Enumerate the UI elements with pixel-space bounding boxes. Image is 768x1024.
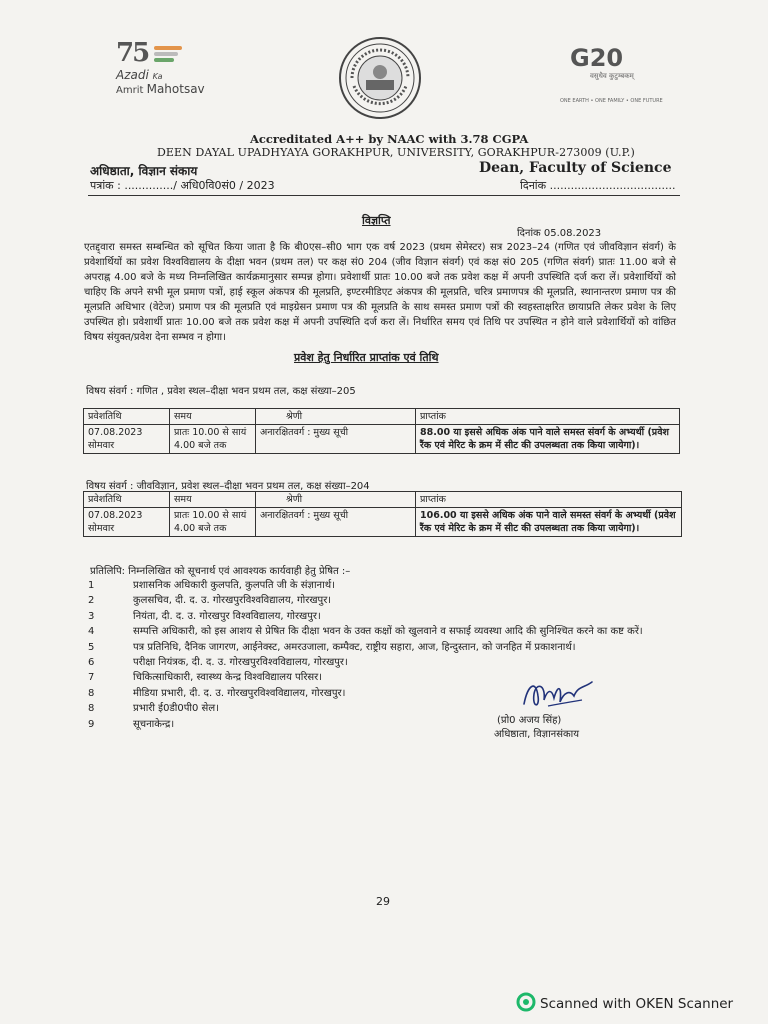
list-item: 7 चिकित्साधिकारी, स्वास्थ्य केन्द्र विश्वविद्यालय परिसर। — [88, 672, 323, 684]
reference-number: पत्रांक : ............../ अधि0वि0सं0 / 2023 — [90, 179, 275, 192]
section-heading-biology: विषय संवर्ग : जीवविज्ञान, प्रवेश स्थल–दीक्षा भवन प्रथम तल, कक्ष संख्या–204 — [86, 481, 370, 492]
copy-to-intro: प्रतिलिपि: निम्नलिखित को सूचनार्थ एवं आवश्यक कार्यवाही हेतु प्रेषित :– — [90, 566, 351, 577]
column-header: प्राप्तांक — [416, 409, 680, 425]
table-row — [84, 425, 680, 454]
column-header: श्रेणी — [256, 409, 416, 425]
notice-subheading: प्रवेश हेतु निर्धारित प्राप्तांक एवं तिथि — [294, 351, 439, 364]
notice-date: दिनांक 05.08.2023 — [517, 228, 602, 239]
list-item: 1 प्रशासनिक अधिकारी कुलपति, कुलपति जी के संज्ञानार्थ। — [88, 580, 335, 591]
list-item: 4 सम्पत्ति अधिकारी, को इस आशय से प्रेषित कि दीक्षा भवन के उक्त कक्षों को खुलवाने व सफाई व्यवस्था आदि की सुनिश्चित करने का कष्ट करें। — [88, 626, 643, 638]
list-item: 8 मीडिया प्रभारी, दी. द. उ. गोरखपुरविश्वविद्यालय, गोरखपुर। — [88, 687, 346, 699]
copy-to-list — [88, 578, 688, 732]
notice-title: विज्ञप्ति — [362, 214, 391, 227]
scanner-label: Scanned with OKEN Scanner — [540, 996, 734, 1012]
column-header: प्रवेशतिथि — [84, 409, 170, 425]
header-divider — [88, 195, 680, 196]
naac-accreditation: Accreditated A++ by NAAC with 3.78 CGPA — [250, 132, 529, 146]
logo-line1: Azadi Ka — [116, 68, 163, 82]
score-cell: 88.00 या इससे अधिक अंक पाने वाले समस्त संवर्ग के अभ्यर्थी (प्रवेश रैंक एवं मेरिट के क्रम में सीट की उपलब्धता तक किया जायेगा)। — [416, 425, 680, 454]
g20-tagline: ONE EARTH • ONE FAMILY • ONE FUTURE — [560, 98, 663, 104]
flag-stripes-icon — [154, 46, 184, 64]
column-header: प्रवेशतिथि — [84, 492, 170, 508]
list-item: 8 प्रभारी ई0डी0पी0 सेल। — [88, 703, 219, 715]
handwritten-signature — [518, 674, 598, 714]
page-number: 29 — [376, 895, 390, 908]
office-english: Dean, Faculty of Science — [479, 160, 672, 176]
admission-table-maths — [83, 408, 680, 454]
header-date: दिनांक .................................... — [520, 179, 676, 192]
column-header: प्राप्तांक — [416, 492, 682, 508]
admission-table-biology — [83, 491, 682, 537]
signatory-designation: अधिष्ठाता, विज्ञानसंकाय — [494, 729, 580, 740]
column-header: समय — [170, 409, 256, 425]
g20-logo — [560, 44, 663, 110]
azadi-ka-amrit-mahotsav-logo — [96, 38, 216, 98]
list-item: 6 परीक्षा नियंत्रक, दी. द. उ. गोरखपुरविश्वविद्यालय, गोरखपुर। — [88, 657, 348, 669]
list-item: 2 कुलसचिव, दी. द. उ. गोरखपुरविश्वविद्यालय, गोरखपुर। — [88, 595, 332, 607]
g20-hindi: वसुधैव कुटुम्बकम् — [590, 72, 634, 80]
table-row — [84, 508, 682, 537]
admission-date-cell: 07.08.2023 सोमवार — [84, 425, 170, 454]
category-cell: अनारक्षितवर्ग : मुख्य सूची — [256, 508, 416, 537]
section-heading-maths: विषय संवर्ग : गणित , प्रवेश स्थल–दीक्षा भवन प्रथम तल, कक्ष संख्या–205 — [86, 386, 356, 397]
logo-75-text: 75 — [116, 38, 149, 68]
signatory-name: (प्रो0 अजय सिंह) — [497, 715, 562, 726]
score-cell: 106.00 या इससे अधिक अंक पाने वाले समस्त संवर्ग के अभ्यर्थी (प्रवेश रैंक एवं मेरिट के क्रम में सीट की उपलब्धता तक किया जायेगा)। — [416, 508, 682, 537]
list-item: 5 पत्र प्रतिनिधि, दैनिक जागरण, आईनेक्स्ट, अमरउजाला, कम्पैक्ट, राष्ट्रीय सहारा, आज, हिन्दुस्तान, को जनहित में प्रकाशनार्थ। — [88, 641, 576, 653]
list-item: 9 सूचनाकेन्द्र। — [88, 718, 175, 730]
column-header: समय — [170, 492, 256, 508]
category-cell: अनारक्षितवर्ग : मुख्य सूची — [256, 425, 416, 454]
table-header-row — [84, 492, 682, 508]
notice-body: एतद्द्वारा समस्त सम्बन्धित को सूचित किया जाता है कि बी0एस–सी0 भाग एक वर्ष 2023 (प्रथम सेमेस्टर) सत्र 2023–24 (गणित एवं जीवविज्ञान संवर्ग) के प्रवेशार्थियों का प्रवेश विश्वविद्यालय के दीक्षा भवन (प्रथम तल) पर कक्ष सं0 204 (जीव विज्ञान संवर्ग) एवं कक्ष सं0 205 (गणित संवर्ग) प्रातः 11.00 बजे से अपराह्न 4.00 बजे के मध्य निम्नलिखित कार्यक्रमानुसार सम्पन्न होगा। प्रवेशार्थी प्रातः 10.00 बजे तक प्रवेश कक्ष में अपनी उपस्थिति दर्ज करा लें। प्रवेशार्थियों को चाहिए कि अपने सभी मूल प्रमाण पत्रों, हाई स्कूल अंकपत्र की मूलप्रति, इण्टरमीडिएट अंकपत्र की मूलप्रति, चरित्र प्रमाणपत्र की मूलप्रति, स्थानान्तरण प्रमाण पत्र की मूलप्रति अधिभार (वेटेज) प्रमाण पत्र की मूलप्रति एवं माइग्रेसन प्रमाण पत्र की मूलप्रति के साथ समस्त प्रमाण पत्रों की स्वहस्ताक्षरित छायाप्रति लेकर प्रवेश के लिए उपस्थित हो। प्रवेशार्थी प्रातः 10.00 बजे तक प्रवेश कक्ष में अपनी उपस्थिति दर्ज करा लें। निर्धारित समय एवं तिथि पर उपस्थित न होने वाले प्रवेशार्थियों को वांछित विषय संयुक्त/प्रवेश देना सम्भव न होगा। — [84, 242, 676, 343]
logo-line2: Amrit Mahotsav — [116, 82, 205, 96]
list-item: 3 नियंता, दी. द. उ. गोरखपुर विश्वविद्यालय, गोरखपुर। — [88, 610, 321, 622]
admission-date-cell: 07.08.2023 सोमवार — [84, 508, 170, 537]
g20-text: G20 — [570, 44, 624, 72]
table-header-row — [84, 409, 680, 425]
time-cell: प्रातः 10.00 से सायं 4.00 बजे तक — [170, 508, 256, 537]
column-header: श्रेणी — [256, 492, 416, 508]
office-hindi: अधिष्ठाता, विज्ञान संकाय — [90, 164, 198, 178]
time-cell: प्रातः 10.00 से सायं 4.00 बजे तक — [170, 425, 256, 454]
scanner-watermark — [516, 992, 733, 1012]
oken-scanner-icon — [516, 992, 536, 1012]
university-name: DEEN DAYAL UPADHYAYA GORAKHPUR, UNIVERSITY, GORAKHPUR-273009 (U.P.) — [157, 146, 635, 159]
university-seal-icon — [338, 36, 422, 120]
